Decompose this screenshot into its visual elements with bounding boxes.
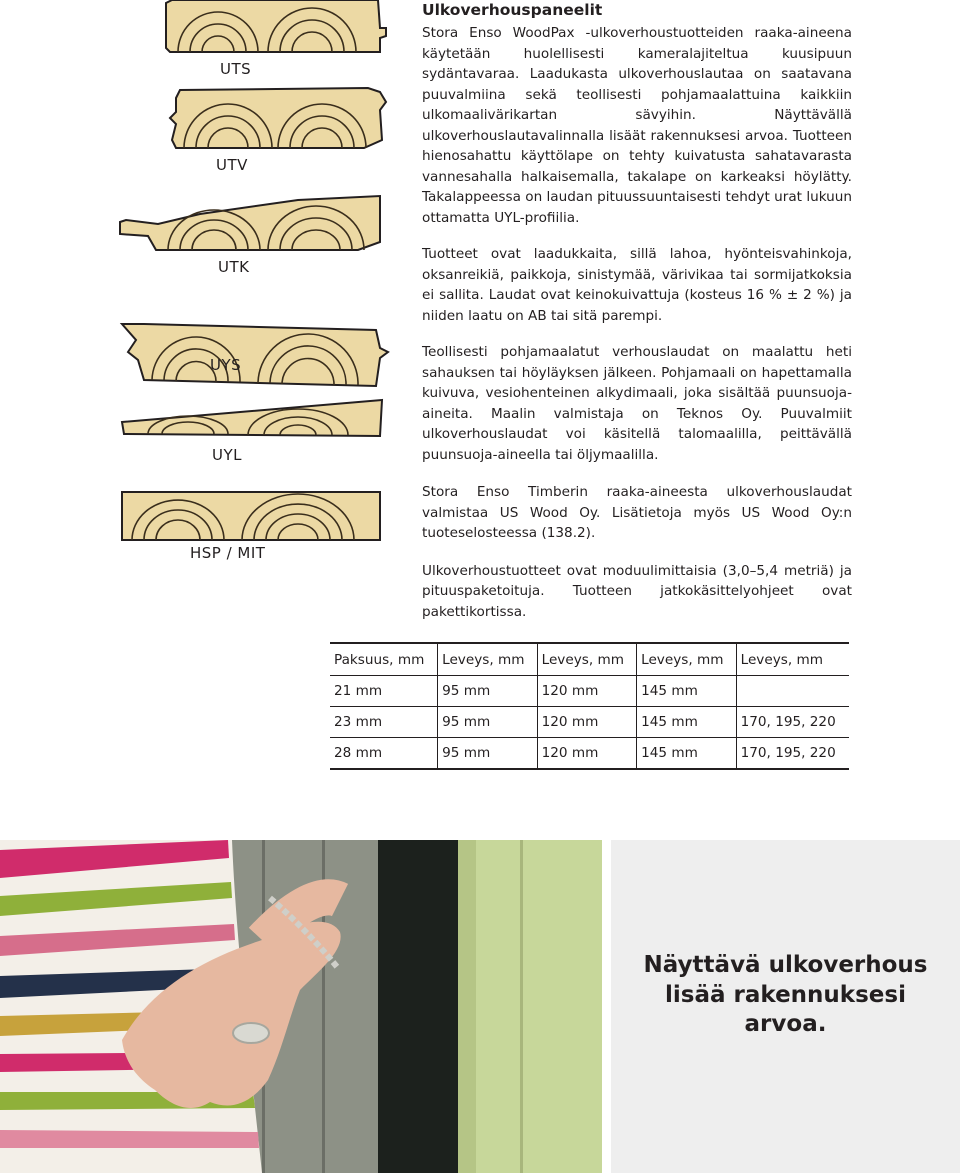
profile-label-utv: UTV [216, 156, 248, 174]
article-paragraph-2: Tuotteet ovat laadukkaita, sillä lahoa, hyönteisvahinkoja, oksanreikiä, paikkoja, sinistymää, värivikaa tai sormijatkoksia ei sallita. Laudat ovat keinokuivattuja (kosteus 16 % ± 2 %) ja niiden laatu on AB tai sitä parempi. [422, 246, 852, 324]
table-header-row [330, 643, 849, 676]
callout-box [611, 840, 960, 1173]
table-row [330, 738, 849, 770]
table-cell: 23 mm [334, 714, 383, 730]
table-cell: 120 mm [537, 707, 637, 738]
profile-utk [120, 196, 380, 250]
callout-text [611, 951, 960, 1040]
table-header: Leveys, mm [537, 643, 637, 676]
profile-label-uts: UTS [220, 60, 252, 78]
table-cell: 170, 195, 220 [736, 707, 849, 738]
profile-label-uyl: UYL [212, 446, 242, 464]
table-cell: 95 mm [438, 676, 538, 707]
profile-illustrations [118, 0, 398, 580]
table-cell: 120 mm [537, 738, 637, 770]
table-cell: 120 mm [537, 676, 637, 707]
table-header: Leveys, mm [736, 643, 849, 676]
callout-line-1: Näyttävä ulkoverhous [643, 952, 928, 978]
article-paragraph-4: Stora Enso Timberin raaka-aineesta ulkoverhouslaudat valmistaa US Wood Oy. Lisätietoja myös US Wood Oy:n tuoteselosteessa (138.2). [422, 484, 852, 541]
profile-uts [166, 0, 386, 52]
dimensions-table [330, 642, 849, 770]
profile-uys [122, 324, 388, 386]
table-cell: 21 mm [334, 683, 383, 699]
table-cell: 145 mm [637, 707, 737, 738]
article [422, 0, 852, 622]
table-header: Leveys, mm [637, 643, 737, 676]
table-cell: 95 mm [438, 738, 538, 770]
profile-hsp-mit [122, 492, 380, 540]
table-cell: 145 mm [637, 738, 737, 770]
article-title: Ulkoverhouspaneelit [422, 1, 603, 19]
table-cell: 170, 195, 220 [736, 738, 849, 770]
table-row [330, 676, 849, 707]
table-header: Leveys, mm [438, 643, 538, 676]
profile-label-hsp-mit: HSP / MIT [190, 544, 266, 562]
article-paragraph-5: Ulkoverhoustuotteet ovat moduulimittaisia (3,0–5,4 metriä) ja pituuspaketoituja. Tuotteen jatkokäsittelyohjeet ovat pakettikortissa. [422, 562, 852, 620]
article-paragraph-1: Stora Enso WoodPax -ulkoverhoustuotteiden raaka-aineena käytetään huolellisesti kameralajiteltua kuusipuun sydäntavaraa. Laadukasta ulkoverhouslautaa on saatavana puuvalmiina sekä teollisesti pohjamaalattuina kaikkiin ulkomaalivärikartan sävyihin. Näyttävällä ulkoverhouslautavalinnalla lisäät rakennuksesi arvoa. Tuotteen hienosahattu käyttölape on tehty kuivatusta sahatavarasta vannesahalla halkaisemalla, takalape on karkeaksi höylätty. Takalappeessa on laudan pituussuuntaisesti tehdyt urat lukuun ottamatta UYL-profiilia. [422, 25, 853, 226]
table-row [330, 707, 849, 738]
board-cross-sections [118, 0, 398, 580]
profile-utv [170, 88, 386, 148]
profile-label-uys: UYS [210, 356, 242, 374]
table-cell [736, 676, 849, 707]
table-cell: 95 mm [438, 707, 538, 738]
article-paragraph-3: Teollisesti pohjamaalatut verhouslaudat on maalattu heti sahauksen tai höyläyksen jälkeen. Pohjamaali on hapettamalla kuivuva, vesiohenteinen alkydimaali, joka sisältää puunsuoja-aineita. Maalin valmistaja on Teknos Oy. Puuvalmiit ulkoverhouslaudat voi käsitellä talomaalilla, peittävällä puunsuoja-aineella tai öljymaalilla. [422, 344, 852, 463]
table-header: Paksuus, mm [334, 651, 425, 668]
table-cell: 28 mm [334, 745, 383, 761]
callout-line-2: lisää rakennuksesi [665, 981, 906, 1008]
photo-striped-shirt-hand [0, 840, 602, 1173]
profile-label-utk: UTK [218, 258, 250, 276]
table-cell: 145 mm [637, 676, 737, 707]
photo-illustration [0, 840, 602, 1173]
callout-line-3: arvoa. [744, 1011, 827, 1037]
profile-uyl [122, 400, 382, 436]
